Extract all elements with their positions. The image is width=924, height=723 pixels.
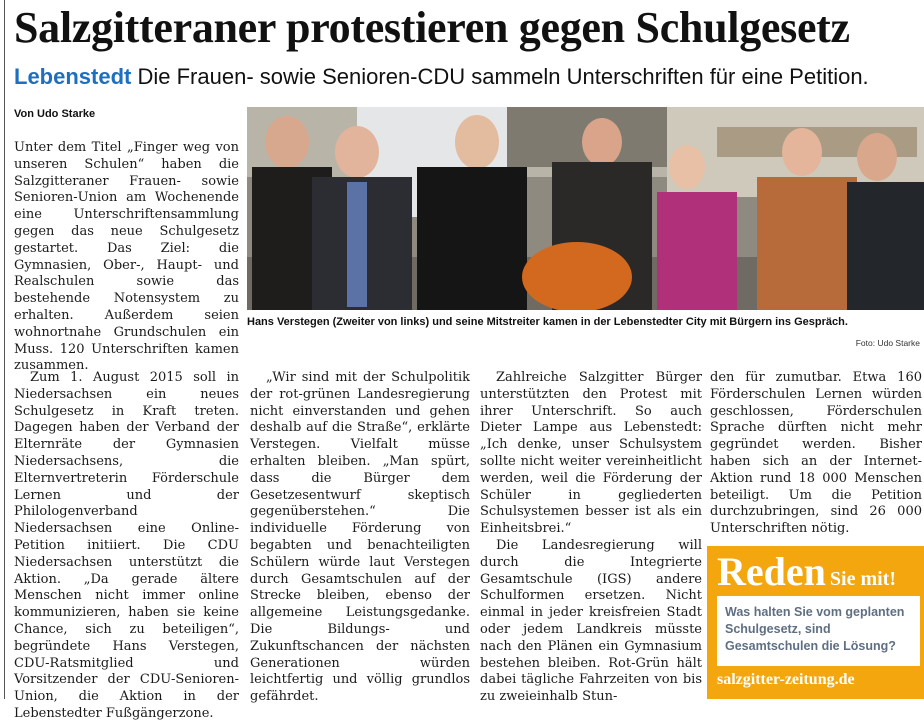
subheadline-text: Die Frauen- sowie Senioren-CDU sammeln Unterschriften für eine Petition. bbox=[137, 64, 869, 89]
promo-title-small: Sie mit! bbox=[829, 568, 896, 590]
headline: Salzgitteraner protestieren gegen Schulgesetz bbox=[14, 3, 850, 52]
paragraph: Unter dem Titel „Finger weg von unseren Schulen“ haben die Salzgitteraner Frauen- sowie Senioren-Union am Wochenende eine Unterschriftensammlung gegen das neue Schulgesetz gestartet. Das Ziel: die Gymnasien, Ober-, Haupt- und Realschulen sowie das bestehende Notensystem zu erhalten. Außerdem seien wohnortnahe Grundschulen ein Muss. 120 Unterschriften kamen zusammen. bbox=[14, 140, 239, 374]
location-kicker: Lebenstedt bbox=[14, 64, 132, 89]
promo-question: Was halten Sie vom geplanten Schulgesetz, sind Gesamtschulen die Lösung? bbox=[725, 605, 905, 653]
subheadline bbox=[14, 62, 869, 92]
paragraph: Die Landesregierung will durch die Integrierte Gesamtschule (IGS) andere Schulformen ersetzen. Nicht einmal in jeder kreisfreien Stadt oder jedem Landkreis müsste nach den Plänen ein Gymnasium bestehen bleiben. Rot-Grün hält dabei tägliche Fahrzeiten von bis zu zweieinhalb Stun- bbox=[480, 537, 702, 705]
paragraph: „Wir sind mit der Schulpolitik der rot-grünen Landesregierung nicht einverstanden und gehen deshalb auf die Straße“, erklärte Verstegen. Vielfalt müsse erhalten bleiben. „Man spürt, dass die Bürger dem Gesetzesentwurf skeptisch gegenüberstehen.“ Die individuelle Förderung von begabten und benachteiligten Schülern würde laut Verstegen durch Gesamtschulen auf der Strecke bleiben, ebenso der allgemeine Leistungsgedanke. Die Bildungs- und Zukunftschancen der nächsten Generationen würden leichtfertig und völlig grundlos gefährdet. bbox=[250, 370, 470, 705]
photo-image bbox=[247, 107, 924, 310]
page-border bbox=[4, 0, 5, 699]
promo-url[interactable]: salzgitter-zeitung.de bbox=[717, 671, 855, 688]
promo-question-box bbox=[717, 596, 920, 666]
article-column-2 bbox=[250, 370, 470, 706]
promo-title bbox=[717, 548, 896, 595]
paragraph: Zum 1. August 2015 soll in Niedersachsen ein neues Schulgesetz in Kraft treten. Dagegen haben der Verband der Elternräte der Gymnasien Niedersachsens, die Elternvertreterin Förderschule Lernen und der Philologenverband Niedersachsen eine Online-Petition initiiert. Die CDU Niedersachsen unterstützt die Aktion. „Da gerade ältere Menschen nicht immer online kommunizieren, haben sie keine Chance, sich zu beteiligen“, begründete Hans Verstegen, CDU-Ratsmitglied und Vorsitzender der CDU-Senioren-Union, die Aktion in der Lebenstedter Fußgängerzone. bbox=[14, 370, 239, 721]
article-photo bbox=[247, 107, 924, 310]
article-column-1b bbox=[14, 370, 239, 723]
promo-title-big: Reden bbox=[717, 549, 826, 594]
paragraph: den für zumutbar. Etwa 160 Förderschulen Lernen würden geschlossen, Förderschulen Sprache dürften nicht mehr gegründet werden. Bisher haben sich an der Internet-Aktion rund 18 000 Menschen beteiligt. Um die Petition durchzubringen, sind 26 000 Unterschriften nötig. bbox=[710, 370, 922, 537]
article-column-4 bbox=[710, 370, 922, 538]
photo-credit: Foto: Udo Starke bbox=[855, 338, 920, 348]
byline: Von Udo Starke bbox=[14, 108, 96, 120]
article-column-1 bbox=[14, 140, 239, 375]
paragraph: Zahlreiche Salzgitter Bürger unterstützten den Protest mit ihrer Unterschrift. So auch Dieter Lampe aus Lebenstedt: „Ich denke, unser Schulsystem sollte nicht weiter vereinheitlicht werden, weil die Förderung der Schüler in gegliederten Schulsystemen besser ist als ein Einheitsbrei.“ bbox=[480, 370, 702, 537]
photo-caption: Hans Verstegen (Zweiter von links) und seine Mitstreiter kamen in der Lebenstedter City mit Bürgern ins Gespräch. bbox=[247, 316, 848, 328]
article-column-3 bbox=[480, 370, 702, 706]
reader-feedback-box bbox=[707, 546, 924, 699]
